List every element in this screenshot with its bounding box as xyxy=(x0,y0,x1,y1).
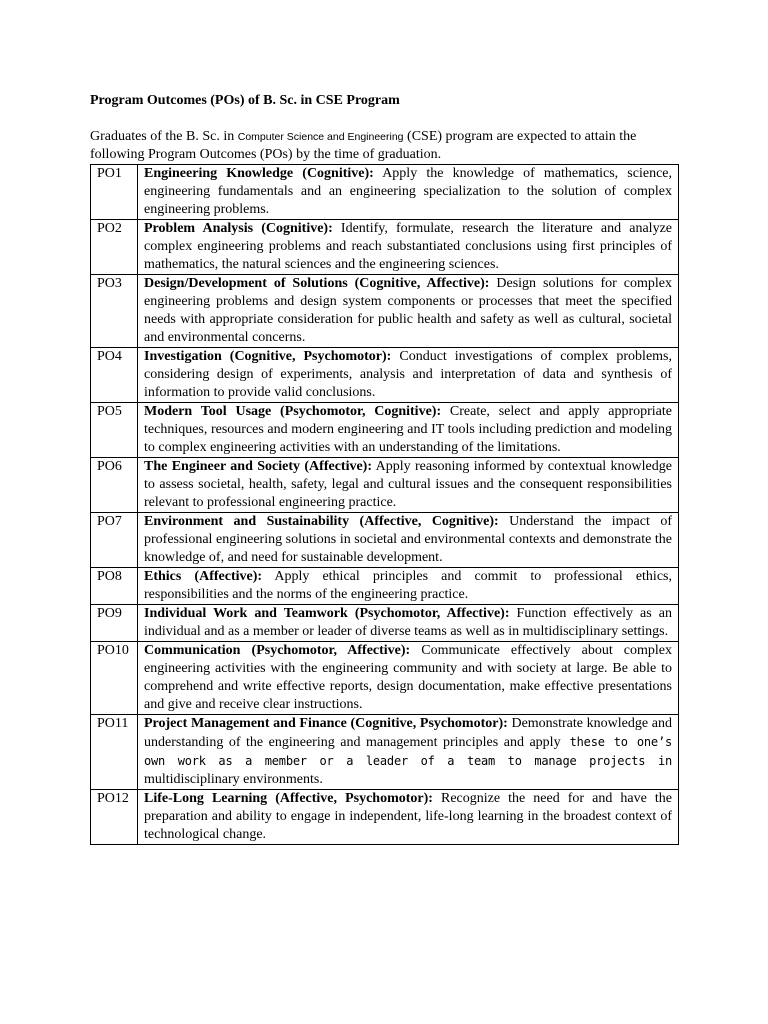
po-code: PO8 xyxy=(91,568,138,605)
po-description xyxy=(138,513,679,568)
po-heading: Individual Work and Teamwork (Psychomotor, Affective): xyxy=(144,606,510,621)
po-text: Create, select and apply appropriate techniques, resources and modern engineering and IT tools including prediction and modeling to complex engineering activities with an understanding of the limitations. xyxy=(144,404,672,455)
po-description xyxy=(138,348,679,403)
table-row xyxy=(91,348,679,403)
po-description xyxy=(138,403,679,458)
po-heading: Investigation (Cognitive, Psychomotor): xyxy=(144,349,392,364)
table-row xyxy=(91,605,679,642)
table-row xyxy=(91,403,679,458)
table-row xyxy=(91,568,679,605)
po-text: Conduct investigations of complex problems, considering design of experiments, analysis and interpretation of data and synthesis of information to provide valid conclusions. xyxy=(144,349,673,400)
po-text: Design solutions for complex engineering problems and design system components or processes that meet the specified needs with appropriate consideration for public health and safety as well as cultural, societal and environmental concerns. xyxy=(144,276,672,345)
intro-text-part1: Graduates of the B. Sc. in xyxy=(90,129,238,144)
table-row xyxy=(91,458,679,513)
table-row xyxy=(91,790,679,845)
table-row xyxy=(91,513,679,568)
po-description xyxy=(138,605,679,642)
po-code: PO7 xyxy=(91,513,138,568)
table-row xyxy=(91,220,679,275)
po-code: PO1 xyxy=(91,165,138,220)
po-code: PO10 xyxy=(91,642,138,715)
po-heading: Environment and Sustainability (Affective, Cognitive): xyxy=(144,514,499,529)
po-text: Function effectively as an individual and as a member or leader of diverse teams as well as in multidisciplinary settings. xyxy=(144,606,672,639)
po-text: Identify, formulate, research the literature and analyze complex engineering problems and reach substantiated conclusions using first principles of mathematics, the natural sciences and the engineering sciences. xyxy=(144,221,672,272)
po-text: Recognize the need for and have the preparation and ability to engage in independent, life-long learning in the broadest context of technological change. xyxy=(144,791,672,842)
po-code: PO9 xyxy=(91,605,138,642)
po-description xyxy=(138,642,679,715)
table-row xyxy=(91,642,679,715)
intro-text-part2: (CSE) program are expected to attain the following Program Outcomes (POs) by the time of graduation. xyxy=(90,129,637,162)
intro-paragraph xyxy=(90,128,680,164)
po-code: PO2 xyxy=(91,220,138,275)
po-heading: Engineering Knowledge (Cognitive): xyxy=(144,166,374,181)
po-heading: Modern Tool Usage (Psychomotor, Cognitive): xyxy=(144,404,442,419)
document-title: Program Outcomes (POs) of B. Sc. in CSE Program xyxy=(90,93,400,108)
po-description xyxy=(138,790,679,845)
po-heading: Communication (Psychomotor, Affective): xyxy=(144,643,411,658)
po-text-end: multidisciplinary environments. xyxy=(144,772,323,787)
program-outcomes-table xyxy=(90,164,679,845)
po-description xyxy=(138,568,679,605)
po-description xyxy=(138,220,679,275)
table-row xyxy=(91,275,679,348)
po-description xyxy=(138,275,679,348)
table-row xyxy=(91,715,679,790)
po-text: Apply the knowledge of mathematics, science, engineering fundamentals and an engineering specialization to the solution of complex engineering problems. xyxy=(144,166,673,217)
po-heading: Design/Development of Solutions (Cognitive, Affective): xyxy=(144,276,490,291)
po-code: PO12 xyxy=(91,790,138,845)
po-text: Demonstrate knowledge and understanding of the engineering and management principles and apply xyxy=(144,716,672,750)
po-code: PO4 xyxy=(91,348,138,403)
po-code: PO5 xyxy=(91,403,138,458)
po-text: Understand the impact of professional engineering solutions in societal and environmental contexts and demonstrate the knowledge of, and need for sustainable development. xyxy=(144,514,672,565)
document-page xyxy=(90,92,680,845)
po-heading: Problem Analysis (Cognitive): xyxy=(144,221,333,236)
table-row xyxy=(91,165,679,220)
po-code: PO3 xyxy=(91,275,138,348)
po-heading: The Engineer and Society (Affective): xyxy=(144,459,372,474)
po-text: Apply ethical principles and commit to professional ethics, responsibilities and the norms of the engineering practice. xyxy=(144,569,672,602)
po-description xyxy=(138,458,679,513)
po-description xyxy=(138,165,679,220)
po-description xyxy=(138,715,679,790)
po-text: Apply reasoning informed by contextual knowledge to assess societal, health, safety, legal and cultural issues and the consequent responsibilities relevant to professional engineering practice. xyxy=(144,459,672,510)
po-heading: Project Management and Finance (Cognitive, Psychomotor): xyxy=(144,716,508,731)
po-heading: Ethics (Affective): xyxy=(144,569,263,584)
po-heading: Life-Long Learning (Affective, Psychomotor): xyxy=(144,791,433,806)
po-code: PO6 xyxy=(91,458,138,513)
intro-program-name: Computer Science and Engineering xyxy=(237,131,404,143)
po-code: PO11 xyxy=(91,715,138,790)
po-text: Communicate effectively about complex engineering activities with the engineering community and with society at large. Be able to comprehend and write effective reports, design documentation, make effective presentations and give and receive clear instructions. xyxy=(144,643,672,712)
po-text-mono: these to one’s own work as a member or a leader of a team to manage projects in xyxy=(144,735,672,768)
